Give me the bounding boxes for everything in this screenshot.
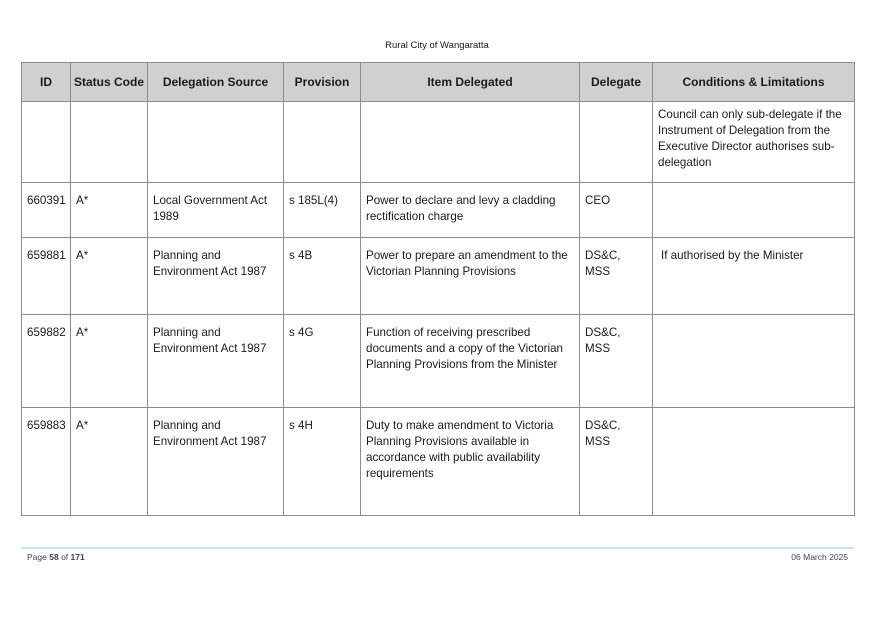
cell-conditions: If authorised by the Minister	[653, 238, 855, 315]
cell-conditions	[653, 315, 855, 408]
cell-status-code: A*	[71, 238, 148, 315]
cell-conditions	[653, 408, 855, 516]
cell-id: 660391	[22, 183, 71, 238]
cell-provision: s 4G	[284, 315, 361, 408]
cell-item-delegated: Duty to make amendment to Victoria Planning Provisions available in accordance with public availability requirements	[361, 408, 580, 516]
page-of: of	[61, 552, 69, 562]
table-row	[22, 408, 855, 516]
footer-date: 06 March 2025	[791, 552, 848, 562]
page-number	[27, 552, 85, 562]
cell-item-delegated: Function of receiving prescribed documents and a copy of the Victorian Planning Provisions from the Minister	[361, 315, 580, 408]
delegations-table	[21, 62, 855, 516]
column-header-provision: Provision	[284, 63, 361, 102]
cell-delegation-source: Local Government Act 1989	[148, 183, 284, 238]
cell-delegation-source: Planning and Environment Act 1987	[148, 408, 284, 516]
column-header-delegation-source: Delegation Source	[148, 63, 284, 102]
cell-item-delegated	[361, 102, 580, 183]
cell-delegate: DS&C, MSS	[580, 238, 653, 315]
table-row	[22, 102, 855, 183]
cell-status-code: A*	[71, 183, 148, 238]
cell-id: 659882	[22, 315, 71, 408]
cell-provision: s 4B	[284, 238, 361, 315]
cell-status-code: A*	[71, 408, 148, 516]
cell-item-delegated: Power to declare and levy a cladding rectification charge	[361, 183, 580, 238]
cell-provision: s 185L(4)	[284, 183, 361, 238]
cell-provision	[284, 102, 361, 183]
page-total: 171	[70, 552, 85, 562]
cell-delegation-source: Planning and Environment Act 1987	[148, 238, 284, 315]
table-row	[22, 315, 855, 408]
table-header-row	[22, 63, 855, 102]
cell-delegate: CEO	[580, 183, 653, 238]
cell-delegate: DS&C, MSS	[580, 315, 653, 408]
table-row	[22, 183, 855, 238]
column-header-conditions: Conditions & Limitations	[653, 63, 855, 102]
column-header-id: ID	[22, 63, 71, 102]
cell-delegate: DS&C, MSS	[580, 408, 653, 516]
cell-delegation-source: Planning and Environment Act 1987	[148, 315, 284, 408]
cell-status-code	[71, 102, 148, 183]
cell-conditions: Council can only sub-delegate if the Instrument of Delegation from the Executive Director authorises sub-delegation	[653, 102, 855, 183]
footer-divider	[21, 547, 854, 549]
cell-conditions	[653, 183, 855, 238]
cell-provision: s 4H	[284, 408, 361, 516]
cell-delegate	[580, 102, 653, 183]
document-header-title: Rural City of Wangaratta	[385, 40, 489, 51]
page-prefix: Page	[27, 552, 47, 562]
cell-item-delegated: Power to prepare an amendment to the Victorian Planning Provisions	[361, 238, 580, 315]
column-header-status-code: Status Code	[71, 63, 148, 102]
cell-status-code: A*	[71, 315, 148, 408]
cell-id	[22, 102, 71, 183]
page-current: 58	[49, 552, 59, 562]
cell-id: 659881	[22, 238, 71, 315]
cell-delegation-source	[148, 102, 284, 183]
table-row	[22, 238, 855, 315]
column-header-delegate: Delegate	[580, 63, 653, 102]
cell-id: 659883	[22, 408, 71, 516]
column-header-item-delegated: Item Delegated	[361, 63, 580, 102]
